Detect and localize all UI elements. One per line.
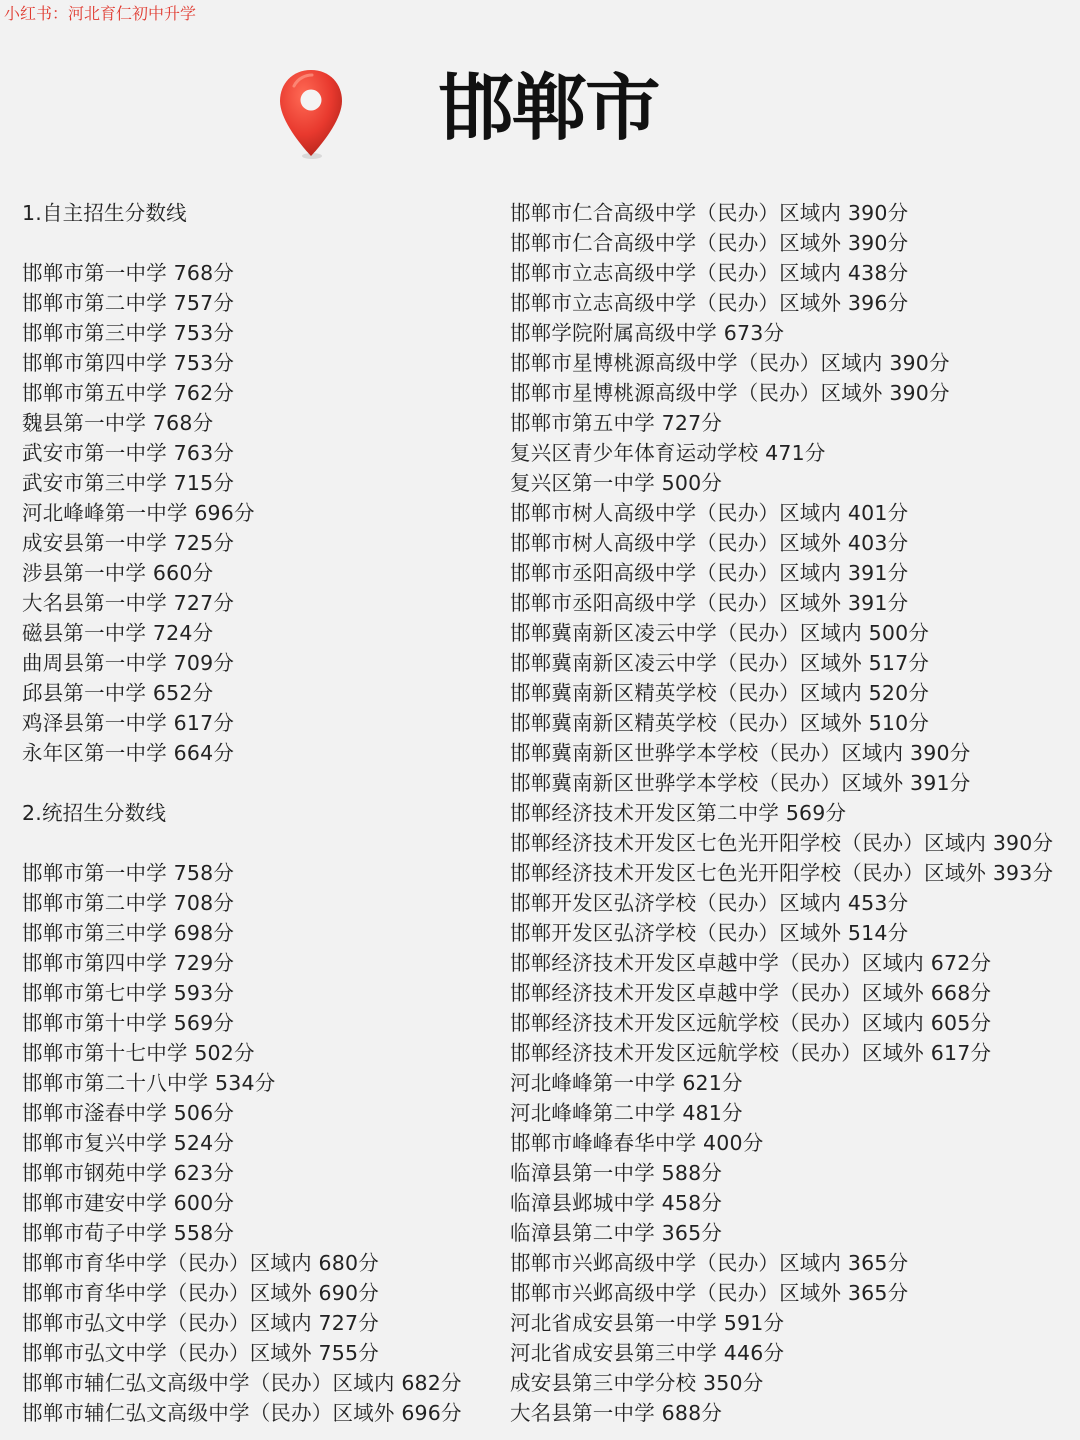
list-item: 成安县第一中学 725分 bbox=[22, 531, 235, 555]
list-item: 武安市第一中学 763分 bbox=[22, 441, 235, 465]
list-item: 邯郸经济技术开发区卓越中学（民办）区域内 672分 bbox=[510, 951, 992, 975]
list-item: 邯郸开发区弘济学校（民办）区域外 514分 bbox=[510, 921, 909, 945]
list-item: 邯郸市峰峰春华中学 400分 bbox=[510, 1131, 764, 1155]
list-item: 临漳县第二中学 365分 bbox=[510, 1221, 723, 1245]
list-item: 邯郸市第五中学 762分 bbox=[22, 381, 235, 405]
spacer bbox=[22, 828, 492, 858]
list-item: 复兴区青少年体育运动学校 471分 bbox=[510, 441, 826, 465]
list-item: 邯郸市复兴中学 524分 bbox=[22, 1131, 235, 1155]
list-item: 邯郸冀南新区凌云中学（民办）区域外 517分 bbox=[510, 651, 930, 675]
list-item: 邯郸市第五中学 727分 bbox=[510, 411, 723, 435]
list-item: 邯郸经济技术开发区卓越中学（民办）区域外 668分 bbox=[510, 981, 992, 1005]
list-item: 河北峰峰第一中学 696分 bbox=[22, 501, 255, 525]
watermark: 小红书：河北育仁初中升学 bbox=[4, 4, 197, 23]
list-item: 成安县第三中学分校 350分 bbox=[510, 1371, 764, 1395]
list-item: 邱县第一中学 652分 bbox=[22, 681, 214, 705]
list-item: 武安市第三中学 715分 bbox=[22, 471, 235, 495]
list-item: 邯郸开发区弘济学校（民办）区域内 453分 bbox=[510, 891, 909, 915]
list-item: 邯郸市丞阳高级中学（民办）区域外 391分 bbox=[510, 591, 909, 615]
list-item: 邯郸市仁合高级中学（民办）区域外 390分 bbox=[510, 231, 909, 255]
list-item: 邯郸冀南新区精英学校（民办）区域外 510分 bbox=[510, 711, 930, 735]
list-item: 邯郸冀南新区世骅学本学校（民办）区域内 390分 bbox=[510, 741, 971, 765]
list-item: 邯郸市第二中学 757分 bbox=[22, 291, 235, 315]
list-item: 邯郸市育华中学（民办）区域内 680分 bbox=[22, 1251, 379, 1275]
list-item: 邯郸冀南新区世骅学本学校（民办）区域外 391分 bbox=[510, 771, 971, 795]
list-item: 邯郸市第七中学 593分 bbox=[22, 981, 235, 1005]
list-item: 邯郸市第一中学 758分 bbox=[22, 861, 235, 885]
list-item: 涉县第一中学 660分 bbox=[22, 561, 214, 585]
list-item: 邯郸市滏春中学 506分 bbox=[22, 1101, 235, 1125]
list-item: 邯郸市树人高级中学（民办）区域内 401分 bbox=[510, 501, 909, 525]
list-item: 邯郸市第四中学 753分 bbox=[22, 351, 235, 375]
list-item: 大名县第一中学 688分 bbox=[510, 1401, 723, 1425]
list-item: 河北省成安县第三中学 446分 bbox=[510, 1341, 785, 1365]
list-item: 邯郸市辅仁弘文高级中学（民办）区域外 696分 bbox=[22, 1401, 462, 1425]
list-item: 邯郸市荀子中学 558分 bbox=[22, 1221, 235, 1245]
list-item: 邯郸市立志高级中学（民办）区域外 396分 bbox=[510, 291, 909, 315]
list-item: 邯郸市第三中学 753分 bbox=[22, 321, 235, 345]
list-item: 邯郸冀南新区精英学校（民办）区域内 520分 bbox=[510, 681, 930, 705]
list-item: 邯郸市第一中学 768分 bbox=[22, 261, 235, 285]
list-item: 邯郸市弘文中学（民办）区域内 727分 bbox=[22, 1311, 379, 1335]
list-item: 邯郸市第三中学 698分 bbox=[22, 921, 235, 945]
list-item: 邯郸市仁合高级中学（民办）区域内 390分 bbox=[510, 201, 909, 225]
list-item: 磁县第一中学 724分 bbox=[22, 621, 214, 645]
list-item: 邯郸市第四中学 729分 bbox=[22, 951, 235, 975]
list-item: 邯郸学院附属高级中学 673分 bbox=[510, 321, 785, 345]
list-item: 河北峰峰第一中学 621分 bbox=[510, 1071, 743, 1095]
list-item: 邯郸经济技术开发区远航学校（民办）区域外 617分 bbox=[510, 1041, 992, 1065]
list-item: 鸡泽县第一中学 617分 bbox=[22, 711, 235, 735]
list-item: 邯郸市丞阳高级中学（民办）区域内 391分 bbox=[510, 561, 909, 585]
list-item: 河北省成安县第一中学 591分 bbox=[510, 1311, 785, 1335]
spacer bbox=[22, 228, 492, 258]
list-item: 永年区第一中学 664分 bbox=[22, 741, 235, 765]
list-item: 邯郸市建安中学 600分 bbox=[22, 1191, 235, 1215]
list-item: 邯郸市钢苑中学 623分 bbox=[22, 1161, 235, 1185]
list-item: 河北峰峰第二中学 481分 bbox=[510, 1101, 743, 1125]
list-item: 复兴区第一中学 500分 bbox=[510, 471, 723, 495]
location-pin-icon bbox=[276, 66, 346, 162]
section-heading: 2.统招生分数线 bbox=[22, 801, 167, 825]
list-item: 邯郸经济技术开发区七色光开阳学校（民办）区域内 390分 bbox=[510, 831, 1054, 855]
list-item: 邯郸冀南新区凌云中学（民办）区域内 500分 bbox=[510, 621, 930, 645]
list-item: 邯郸经济技术开发区远航学校（民办）区域内 605分 bbox=[510, 1011, 992, 1035]
left-column bbox=[22, 198, 492, 1428]
list-item: 邯郸市第二十八中学 534分 bbox=[22, 1071, 276, 1095]
list-item: 魏县第一中学 768分 bbox=[22, 411, 214, 435]
list-item: 邯郸市树人高级中学（民办）区域外 403分 bbox=[510, 531, 909, 555]
spacer bbox=[22, 768, 492, 798]
list-item: 邯郸市星博桃源高级中学（民办）区域外 390分 bbox=[510, 381, 950, 405]
list-item: 邯郸经济技术开发区第二中学 569分 bbox=[510, 801, 847, 825]
list-item: 临漳县邺城中学 458分 bbox=[510, 1191, 723, 1215]
list-item: 邯郸市第十中学 569分 bbox=[22, 1011, 235, 1035]
section-heading: 1.自主招生分数线 bbox=[22, 201, 187, 225]
list-item: 邯郸市兴邺高级中学（民办）区域外 365分 bbox=[510, 1281, 909, 1305]
list-item: 大名县第一中学 727分 bbox=[22, 591, 235, 615]
list-item: 邯郸市辅仁弘文高级中学（民办）区域内 682分 bbox=[22, 1371, 462, 1395]
list-item: 邯郸市弘文中学（民办）区域外 755分 bbox=[22, 1341, 379, 1365]
list-item: 邯郸市立志高级中学（民办）区域内 438分 bbox=[510, 261, 909, 285]
list-item: 邯郸市兴邺高级中学（民办）区域内 365分 bbox=[510, 1251, 909, 1275]
list-item: 曲周县第一中学 709分 bbox=[22, 651, 235, 675]
list-item: 邯郸市星博桃源高级中学（民办）区域内 390分 bbox=[510, 351, 950, 375]
list-item: 邯郸市第十七中学 502分 bbox=[22, 1041, 255, 1065]
right-column bbox=[510, 198, 1076, 1428]
list-item: 邯郸市育华中学（民办）区域外 690分 bbox=[22, 1281, 379, 1305]
page-title: 邯郸市 bbox=[438, 66, 659, 150]
list-item: 邯郸经济技术开发区七色光开阳学校（民办）区域外 393分 bbox=[510, 861, 1054, 885]
list-item: 临漳县第一中学 588分 bbox=[510, 1161, 723, 1185]
list-item: 邯郸市第二中学 708分 bbox=[22, 891, 235, 915]
